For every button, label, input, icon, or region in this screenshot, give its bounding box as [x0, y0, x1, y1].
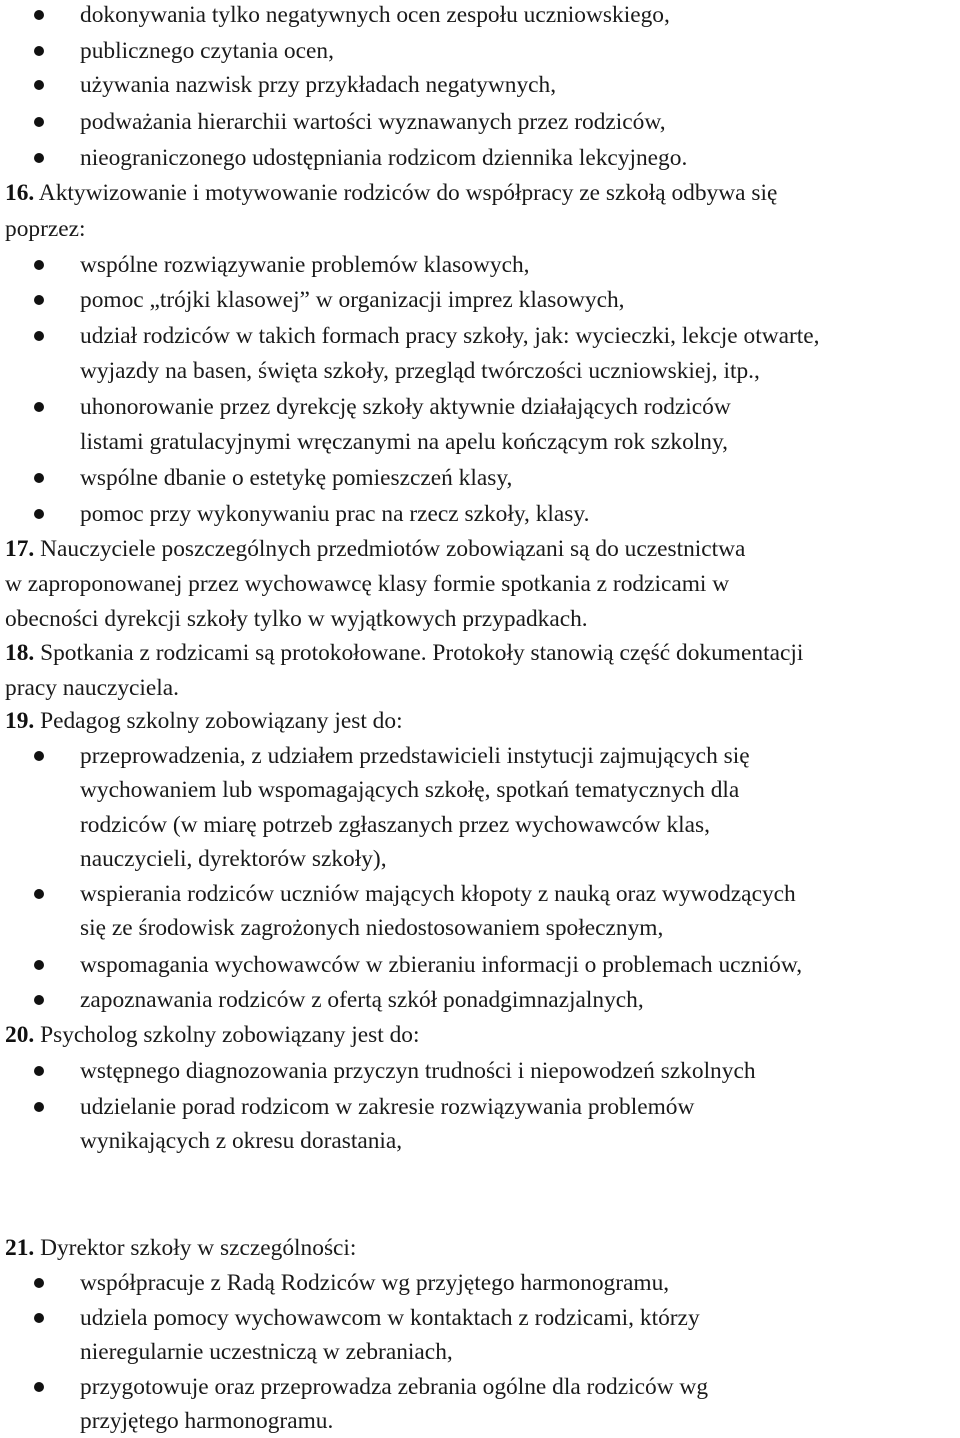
section-number: 21. — [5, 1235, 35, 1261]
bullet-continuation — [0, 1124, 960, 1158]
line-text: przygotowuje oraz przeprowadza zebrania ogólne dla rodziców wg — [80, 1374, 709, 1400]
paragraph-line — [0, 532, 960, 566]
bullet-icon — [34, 960, 44, 970]
bullet-item — [0, 319, 960, 353]
bullet-icon — [34, 1066, 44, 1076]
line-text: w zaproponowanej przez wychowawcę klasy formie spotkania z rodzicami w — [5, 571, 730, 597]
bullet-icon — [34, 509, 44, 519]
line-text: Nauczyciele poszczególnych przedmiotów zobowiązani są do uczestnictwa — [34, 536, 746, 562]
bullet-item — [0, 1301, 960, 1335]
bullet-icon — [34, 889, 44, 899]
line-text: udział rodziców w takich formach pracy szkoły, jak: wycieczki, lekcje otwarte, — [80, 323, 820, 349]
bullet-item — [0, 497, 960, 531]
bullet-icon — [34, 473, 44, 483]
section-number: 20. — [5, 1022, 35, 1048]
bullet-item — [0, 983, 960, 1017]
bullet-icon — [34, 260, 44, 270]
bullet-item — [0, 461, 960, 495]
bullet-icon — [34, 402, 44, 412]
line-text: pomoc „trójki klasowej” w organizacji imprez klasowych, — [80, 287, 625, 313]
bullet-icon — [34, 751, 44, 761]
bullet-item — [0, 141, 960, 175]
line-text: wstępnego diagnozowania przyczyn trudności i niepowodzeń szkolnych — [80, 1058, 756, 1084]
line-text: udzielanie porad rodzicom w zakresie rozwiązywania problemów — [80, 1094, 695, 1120]
bullet-icon — [34, 10, 44, 20]
bullet-item — [0, 390, 960, 424]
section-number: 17. — [5, 536, 35, 562]
bullet-continuation — [0, 842, 960, 876]
bullet-item — [0, 248, 960, 282]
line-text: obecności dyrekcji szkoły tylko w wyjątkowych przypadkach. — [5, 606, 588, 632]
bullet-item — [0, 739, 960, 773]
paragraph-line — [0, 671, 960, 705]
bullet-continuation — [0, 773, 960, 807]
line-text: Dyrektor szkoły w szczególności: — [34, 1235, 357, 1261]
bullet-item — [0, 105, 960, 139]
line-text: wspierania rodziców uczniów mających kłopoty z nauką oraz wywodzących — [80, 881, 796, 907]
line-text: nieregularnie uczestniczą w zebraniach, — [80, 1339, 453, 1365]
paragraph-line — [0, 602, 960, 636]
bullet-item — [0, 1370, 960, 1404]
line-text: dokonywania tylko negatywnych ocen zespołu uczniowskiego, — [80, 2, 670, 28]
paragraph-line — [0, 567, 960, 601]
bullet-item — [0, 283, 960, 317]
section-number: 16. — [5, 180, 35, 206]
line-text: wspólne rozwiązywanie problemów klasowych, — [80, 252, 530, 278]
bullet-icon — [34, 331, 44, 341]
line-text: używania nazwisk przy przykładach negatywnych, — [80, 72, 557, 98]
paragraph-line — [0, 1018, 960, 1052]
bullet-item — [0, 1090, 960, 1124]
bullet-item — [0, 1266, 960, 1300]
line-text: Pedagog szkolny zobowiązany jest do: — [34, 708, 403, 734]
bullet-continuation — [0, 425, 960, 459]
bullet-icon — [34, 46, 44, 56]
line-text: wspólne dbanie o estetykę pomieszczeń klasy, — [80, 465, 513, 491]
line-text: pomoc przy wykonywaniu prac na rzecz szkoły, klasy. — [80, 501, 590, 527]
bullet-icon — [34, 117, 44, 127]
line-text: przyjętego harmonogramu. — [80, 1408, 334, 1434]
line-text: rodziców (w miarę potrzeb zgłaszanych przez wychowawców klas, — [80, 812, 710, 838]
bullet-continuation — [0, 1404, 960, 1438]
line-text: współpracuje z Radą Rodziców wg przyjętego harmonogramu, — [80, 1270, 670, 1296]
paragraph-line — [0, 704, 960, 738]
bullet-continuation — [0, 808, 960, 842]
bullet-icon — [34, 295, 44, 305]
line-text: się ze środowisk zagrożonych niedostosowaniem społecznym, — [80, 915, 664, 941]
bullet-continuation — [0, 354, 960, 388]
line-text: przeprowadzenia, z udziałem przedstawicieli instytucji zajmujących się — [80, 743, 750, 769]
paragraph-line — [0, 212, 960, 246]
line-text: poprzez: — [5, 216, 86, 242]
bullet-item — [0, 1054, 960, 1088]
line-text: podważania hierarchii wartości wyznawanych przez rodziców, — [80, 109, 666, 135]
bullet-icon — [34, 1382, 44, 1392]
section-number: 18. — [5, 640, 35, 666]
bullet-continuation — [0, 1335, 960, 1369]
bullet-continuation — [0, 911, 960, 945]
line-text: publicznego czytania ocen, — [80, 38, 334, 64]
bullet-icon — [34, 153, 44, 163]
paragraph-line — [0, 176, 960, 210]
line-text: uhonorowanie przez dyrekcję szkoły aktywnie działających rodziców — [80, 394, 731, 420]
bullet-icon — [34, 80, 44, 90]
bullet-item — [0, 877, 960, 911]
paragraph-line — [0, 1231, 960, 1265]
bullet-icon — [34, 1313, 44, 1323]
line-text: nauczycieli, dyrektorów szkoły), — [80, 846, 387, 872]
bullet-item — [0, 34, 960, 68]
line-text: wychowaniem lub wspomagających szkołę, spotkań tematycznych dla — [80, 777, 740, 803]
line-text: zapoznawania rodziców z ofertą szkół ponadgimnazjalnych, — [80, 987, 644, 1013]
bullet-item — [0, 68, 960, 102]
bullet-item — [0, 948, 960, 982]
paragraph-line — [0, 636, 960, 670]
line-text: udziela pomocy wychowawcom w kontaktach z rodzicami, którzy — [80, 1305, 700, 1331]
line-text: pracy nauczyciela. — [5, 675, 180, 701]
section-number: 19. — [5, 708, 35, 734]
bullet-icon — [34, 1102, 44, 1112]
line-text: Aktywizowanie i motywowanie rodziców do współpracy ze szkołą odbywa się — [34, 180, 778, 206]
bullet-icon — [34, 1278, 44, 1288]
bullet-icon — [34, 995, 44, 1005]
line-text: wyjazdy na basen, święta szkoły, przegląd twórczości uczniowskiej, itp., — [80, 358, 760, 384]
line-text: Spotkania z rodzicami są protokołowane. Protokoły stanowią część dokumentacji — [34, 640, 804, 666]
line-text: wynikających z okresu dorastania, — [80, 1128, 403, 1154]
line-text: wspomagania wychowawców w zbieraniu informacji o problemach uczniów, — [80, 952, 803, 978]
line-text: Psycholog szkolny zobowiązany jest do: — [34, 1022, 420, 1048]
line-text: listami gratulacyjnymi wręczanymi na apelu kończącym rok szkolny, — [80, 429, 729, 455]
bullet-item — [0, 0, 960, 32]
line-text: nieograniczonego udostępniania rodzicom dziennika lekcyjnego. — [80, 145, 688, 171]
